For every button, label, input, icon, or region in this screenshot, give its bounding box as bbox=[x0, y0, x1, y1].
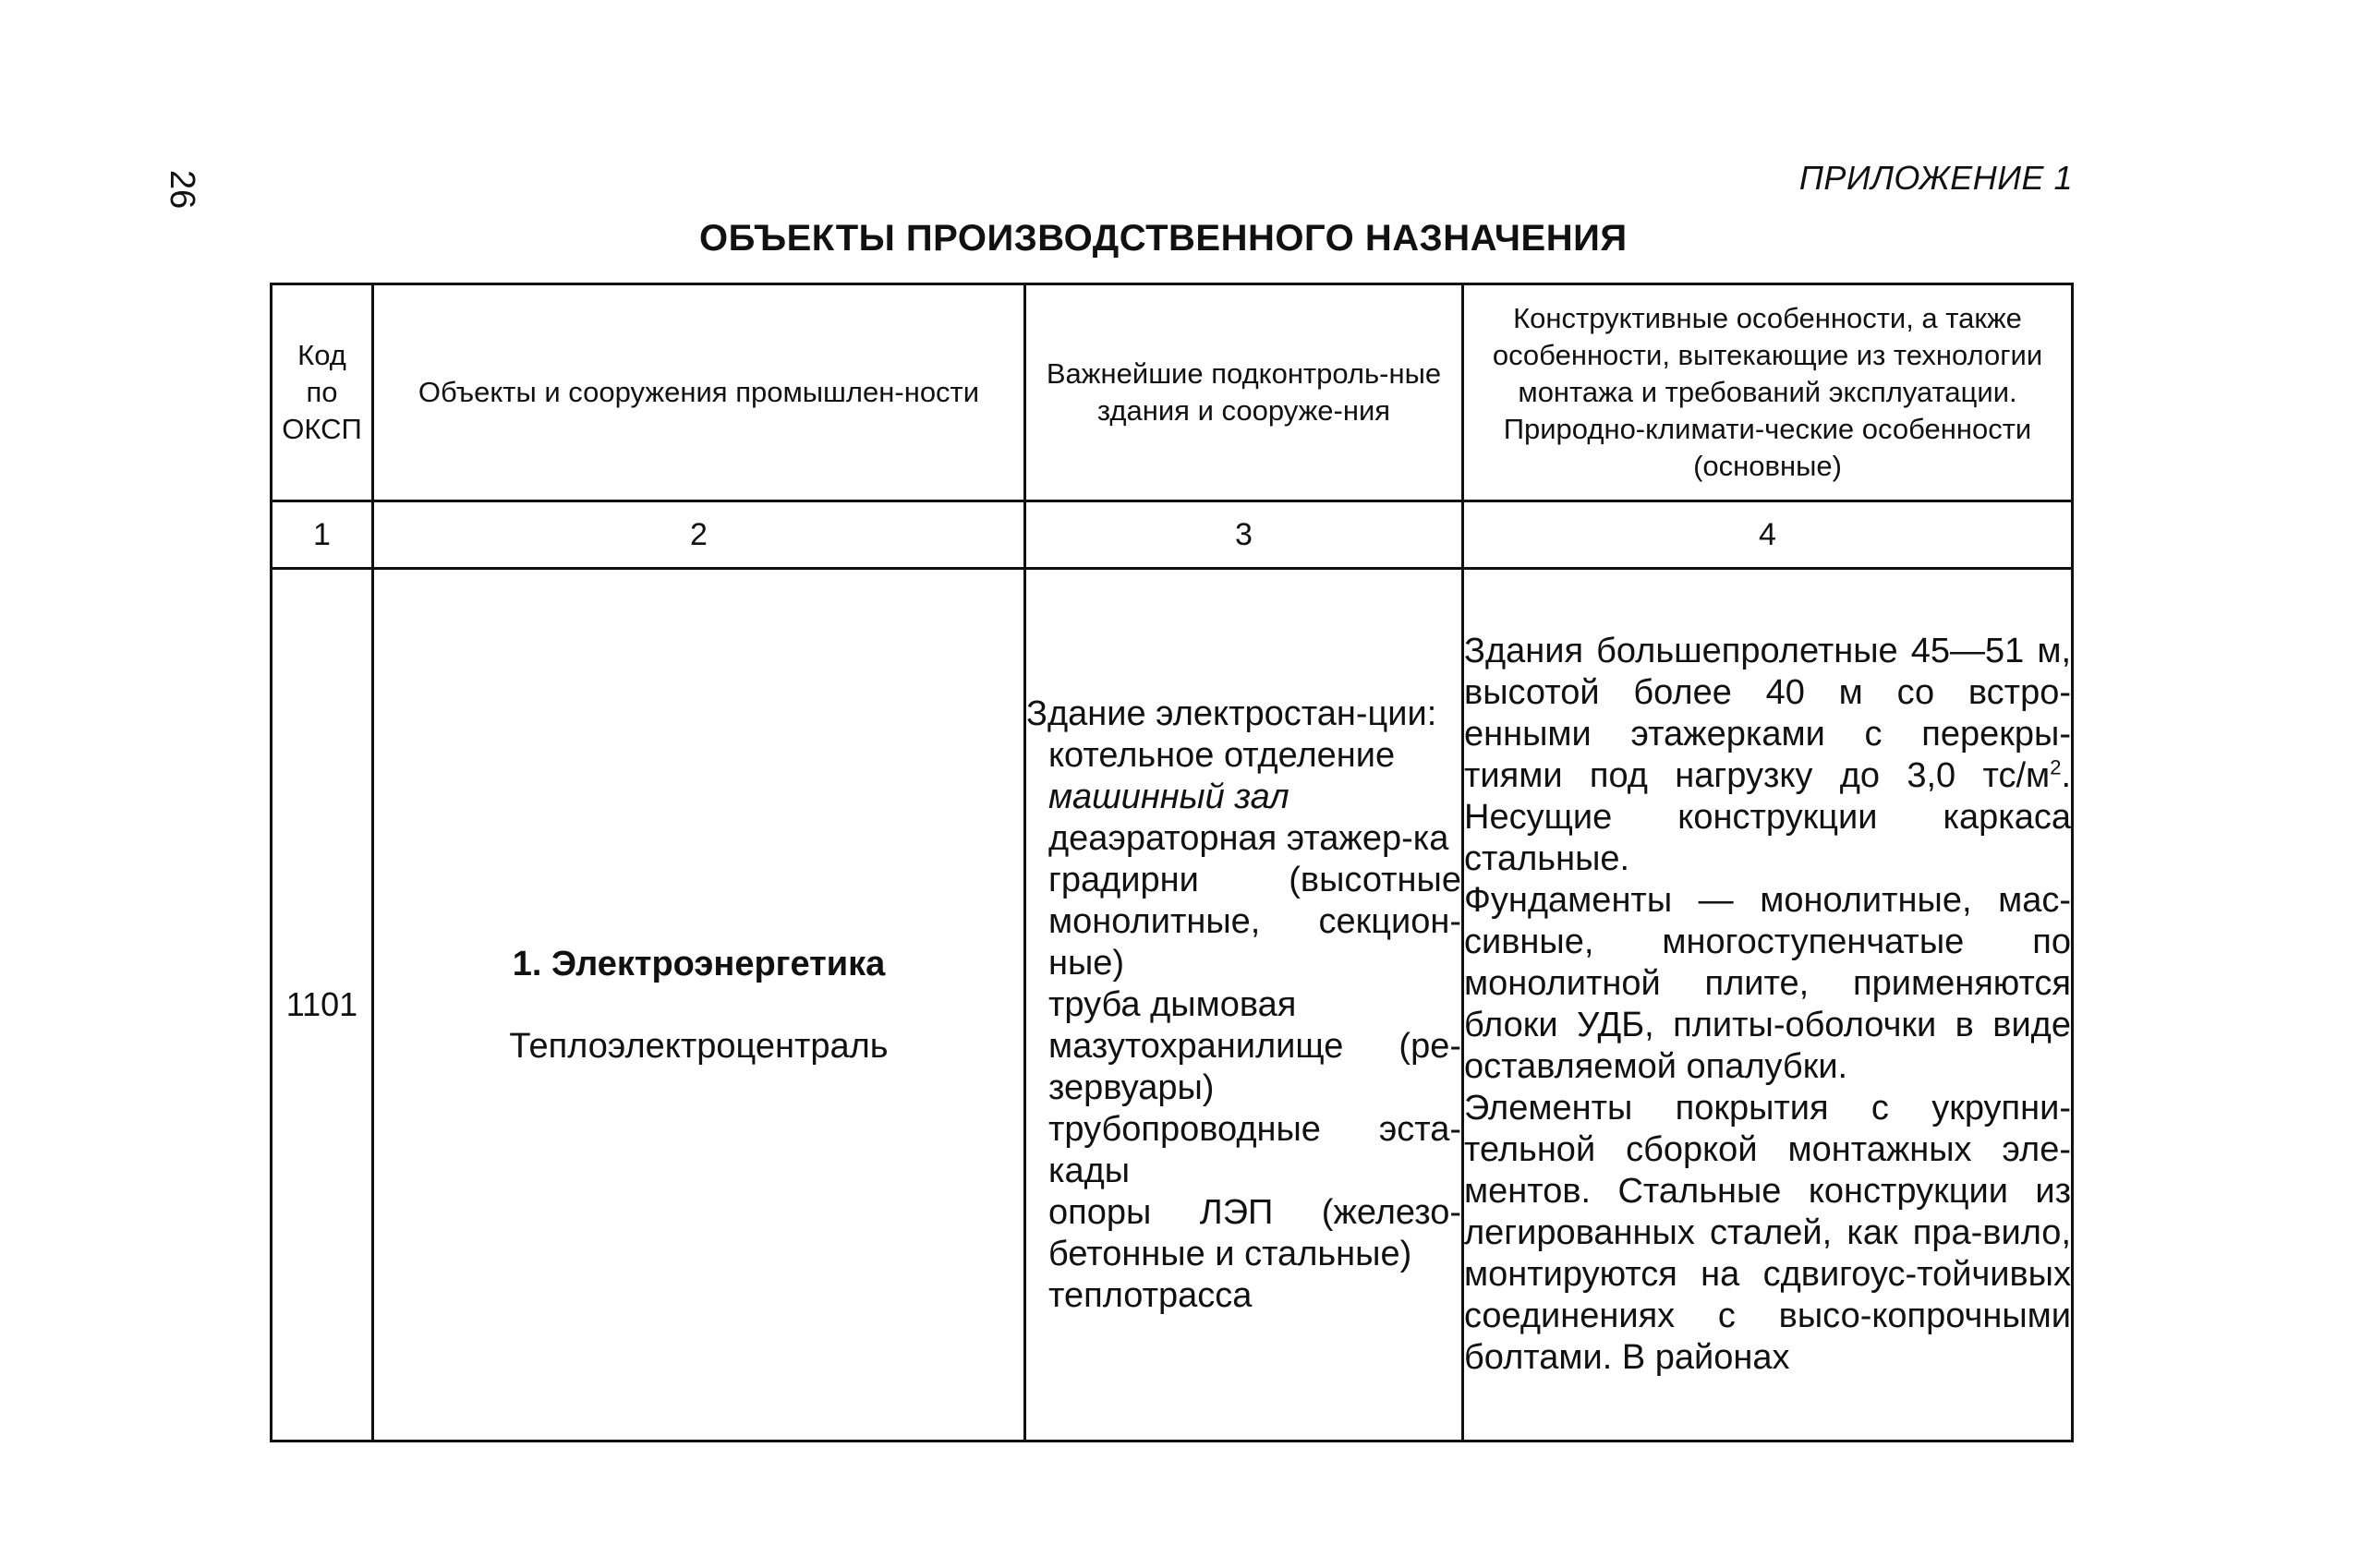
features-paragraph: Фундаменты — монолитные, мас-сивные, многоступенчатые по монолитной плите, применяются блоки УДБ, плиты-оболочки в виде оставляемой опалубки. bbox=[1464, 881, 2071, 1086]
list-item: теплотрасса bbox=[1048, 1275, 1253, 1315]
objects-cell bbox=[373, 569, 1025, 1441]
header-features: Конструктивные особенности, а также особенности, вытекающие из технологии монтажа и требований эксплуатации. Природно-климати-ческие особенности (основные) bbox=[1463, 284, 2073, 501]
list-item: машинный зал bbox=[1048, 777, 1289, 816]
list-item: деаэраторная этажер-ка bbox=[1048, 818, 1449, 858]
list-item: мазутохранилище (ре-зервуары) bbox=[1048, 1026, 1461, 1107]
table-row bbox=[272, 569, 2073, 1441]
column-number: 2 bbox=[373, 501, 1025, 569]
header-buildings: Важнейшие подконтроль-ные здания и сооруже-ния bbox=[1025, 284, 1463, 501]
column-number: 3 bbox=[1025, 501, 1463, 569]
features-paragraph: Элементы покрытия с укрупни-тельной сборкой монтажных эле-ментов. Стальные конструкции из легированных сталей, как пра-вило, монтируются на сдвигоус-тойчивых соединениях с высо-копрочными болтами. В районах bbox=[1464, 1089, 2071, 1377]
page-title: ОБЪЕКТЫ ПРОИЗВОДСТВЕННОГО НАЗНАЧЕНИЯ bbox=[699, 218, 1628, 259]
object-name: Теплоэлектроцентраль bbox=[509, 1026, 889, 1066]
objects-table bbox=[270, 283, 2074, 1442]
building-title: Здание электростан-ции: bbox=[1026, 694, 1437, 733]
features-text bbox=[1464, 631, 2071, 1379]
header-code: Код по ОКСП bbox=[272, 284, 373, 501]
code-cell: 1101 bbox=[272, 569, 373, 1441]
buildings-cell bbox=[1025, 569, 1463, 1441]
list-item: котельное отделение bbox=[1048, 735, 1396, 775]
column-number-row bbox=[272, 501, 2073, 569]
column-number: 4 bbox=[1463, 501, 2073, 569]
features-cell bbox=[1463, 569, 2073, 1441]
header-row bbox=[272, 284, 2073, 501]
section-title: 1. Электроэнергетика bbox=[512, 944, 886, 983]
header-objects: Объекты и сооружения промышлен-ности bbox=[373, 284, 1025, 501]
list-item: опоры ЛЭП (железо-бетонные и стальные) bbox=[1048, 1192, 1461, 1273]
appendix-label: ПРИЛОЖЕНИЕ 1 bbox=[1798, 159, 2073, 197]
list-item: градирни (высотные монолитные, секцион-ные) bbox=[1048, 860, 1461, 983]
building-list bbox=[1026, 735, 1461, 1317]
page-number: 26 bbox=[163, 170, 201, 210]
list-item: труба дымовая bbox=[1048, 984, 1297, 1024]
list-item: трубопроводные эста-кады bbox=[1048, 1109, 1461, 1190]
column-number: 1 bbox=[272, 501, 373, 569]
superscript: 2 bbox=[2050, 755, 2062, 779]
features-paragraph: Здания большепролетные 45—51 м, высотой более 40 м со встро-енными этажерками с перекры-тиями под нагрузку до 3,0 $тс/м^2$. Несущие конструкции каркаса стальные. bbox=[1464, 632, 2071, 878]
